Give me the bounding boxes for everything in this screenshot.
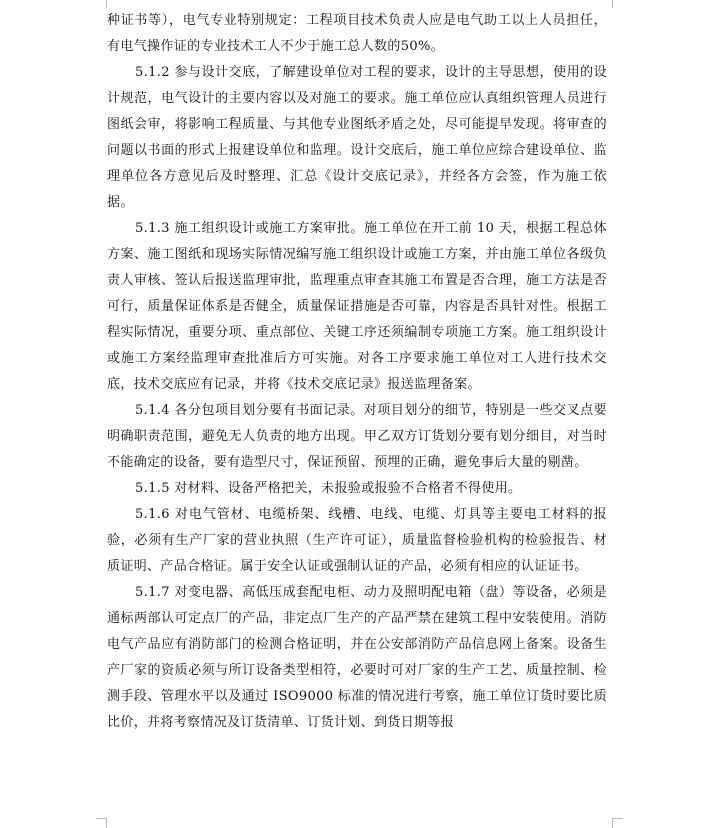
crop-mark-bottom-left-horizontal [96, 818, 106, 819]
paragraph-continuation: 种证书等），电气专业特别规定：工程项目技术负责人应是电气助工以上人员担任，有电气操作证的专业技术工人不少于施工总人数的50%。 [107, 13, 607, 54]
crop-mark-top-left [106, 0, 107, 8]
crop-mark-bottom-right [612, 818, 613, 828]
paragraph-5-1-2: 5.1.2 参与设计交底，了解建设单位对工程的要求，设计的主导思想，使用的设计规范，电气设计的主要内容以及对施工的要求。施工单位应认真组织管理人员进行图纸会审，将影响工程质量、与其他专业图纸矛盾之处，尽可能提早发现。将审查的问题以书面的形式上报建设单位和监理。设计交底后，施工单位应综合建设单位、监理单位各方意见后及时整理、汇总《设计交底记录》，并经各方会签，作为施工依据。 [107, 65, 607, 210]
document-body [107, 8, 607, 736]
crop-mark-top-right [612, 0, 613, 8]
paragraph-5-1-3: 5.1.3 施工组织设计或施工方案审批。施工单位在开工前 10 天，根据工程总体方案、施工图纸和现场实际情况编写施工组织设计或施工方案，并由施工单位各级负责人审核、签认后报送监理审批，监理重点审查其施工布置是否合理，施工方法是否可行，质量保证体系是否健全，质量保证措施是否可靠，内容是否具针对性。根据工程实际情况，重要分项、重点部位、关键工序还须编制专项施工方案。施工组织设计或施工方案经监理审查批准后方可实施。对各工序要求施工单位对工人进行技术交底，技术交底应有记录，并将《技术交底记录》报送监理备案。 [107, 221, 607, 392]
paragraph-5-1-4: 5.1.4 各分包项目划分要有书面记录。对项目划分的细节，特别是一些交叉点要明确职责范围，避免无人负责的地方出现。甲乙双方订货划分要有划分细目，对当时不能确定的设备，要有造型尺寸，保证预留、预埋的正确，避免事后大量的剔凿。 [107, 403, 607, 470]
paragraph-5-1-5: 5.1.5 对材料、设备严格把关，未报验或报验不合格者不得使用。 [135, 481, 522, 496]
paragraph-5-1-6: 5.1.6 对电气管材、电缆桥架、线槽、电线、电缆、灯具等主要电工材料的报验，必须有生产厂家的营业执照（生产许可证），质量监督检验机构的检验报告、材质证明、产品合格证。属于安全认证或强制认证的产品，必须有相应的认证证书。 [107, 507, 607, 574]
crop-mark-bottom-left [106, 818, 107, 828]
paragraph-5-1-7: 5.1.7 对变电器、高低压成套配电柜、动力及照明配电箱（盘）等设备，必须是通标两部认可定点厂的产品，非定点厂生产的产品严禁在建筑工程中安装使用。消防电气产品应有消防部门的检测合格证明，并在公安部消防产品信息网上备案。设备生产厂家的资质必须与所订设备类型相符，必要时可对厂家的生产工艺、质量控制、检测手段、管理水平以及通过 ISO9000 标准的情况进行考察，施工单位订货时要比质比价，并将考察情况及订货清单、订货计划、到货日期等报 [107, 585, 607, 730]
crop-mark-bottom-right-horizontal [613, 818, 623, 819]
